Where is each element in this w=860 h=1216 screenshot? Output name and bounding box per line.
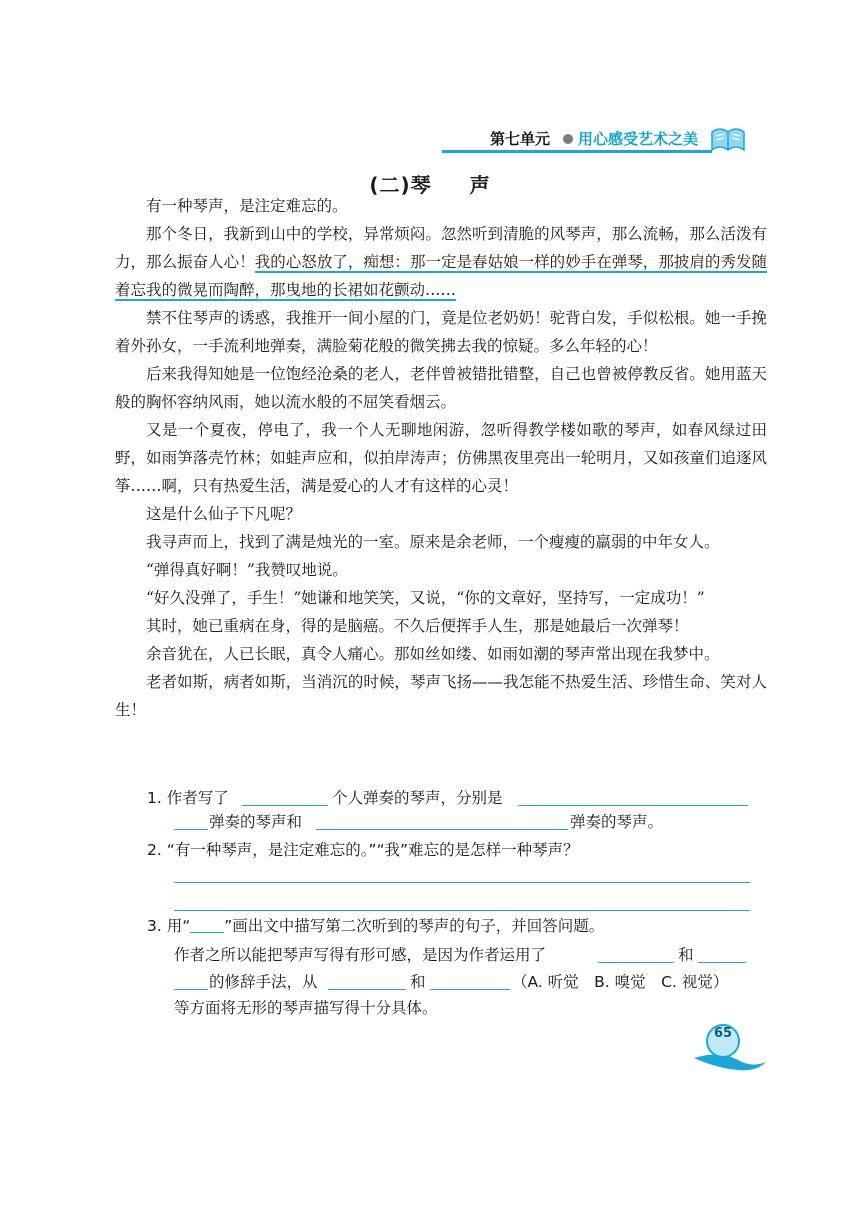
q3-blank-device-2-a[interactable]	[698, 962, 746, 963]
q1-text-d: 弹奏的琴声。	[570, 813, 664, 831]
q1-blank-count[interactable]	[242, 805, 328, 806]
q3-text-e: 的修辞手法，从	[209, 973, 318, 991]
q3-options: （A. 听觉 B. 嗅觉 C. 视觉）	[512, 973, 729, 991]
paragraph-7: 我寻声而上，找到了满是烛光的一室。原来是余老师，一个瘦瘦的羸弱的中年女人。	[146, 533, 720, 551]
unit-theme: 用心感受艺术之美	[578, 130, 699, 148]
paragraph-8: “弹得真好啊！”我赞叹地说。	[146, 561, 348, 579]
paragraph-10: 其时，她已重病在身，得的是脑癌。不久后便挥手人生，那是她最后一次弹琴！	[146, 617, 689, 635]
paragraph-1: 有一种琴声，是注定难忘的。	[146, 197, 348, 215]
q2-text: 2. “有一种琴声，是注定难忘的。”“我”难忘的是怎样一种琴声？	[147, 841, 579, 859]
book-icon	[708, 124, 748, 154]
q1-blank-player-1-b[interactable]	[174, 829, 208, 830]
unit-label: 第七单元	[490, 130, 551, 148]
q3-blank-device-2-b[interactable]	[174, 989, 208, 990]
unit-header	[432, 124, 752, 152]
paragraph-2	[115, 220, 767, 304]
paragraph-6: 这是什么仙子下凡呢？	[146, 505, 302, 523]
header-rule	[442, 150, 712, 153]
q2-answer-line-2[interactable]	[174, 910, 750, 911]
q3-instruction: ”画出文中描写第二次听到的琴声的句子，并回答问题。	[224, 917, 605, 935]
paragraph-4: 后来我得知她是一位饱经沧桑的老人，老伴曾被错批错整，自己也曾被停教反省。她用蓝天般的胸怀容纳风雨，她以流水般的不屈笑看烟云。	[115, 365, 767, 411]
title-part-1: (二)琴	[369, 173, 432, 197]
q1-text-a: 1. 作者写了	[147, 789, 229, 807]
paragraph-3: 禁不住琴声的诱惑，我推开一间小屋的门，竟是位老奶奶！驼背白发，手似松根。她一手挽着外孙女，一手流利地弹奏，满脸菊花般的微笑拂去我的惊疑。多么年轻的心！	[115, 309, 767, 355]
paragraph-2-text: 那个冬日，我新到山中的学校，异常烦闷。忽然听到清脆的风琴声，那么流畅，那么活泼有力，那么振奋人心！	[115, 225, 767, 271]
q3-text-h: 等方面将无形的琴声描写得十分具体。	[174, 999, 438, 1017]
q3-blank-sense-1[interactable]	[328, 989, 406, 990]
q3-text-d: 和	[678, 946, 694, 964]
page-number: 65	[713, 1026, 733, 1041]
q1-blank-player-2[interactable]	[316, 829, 568, 830]
paragraph-12: 老者如斯，病者如斯，当消沉的时候，琴声飞扬——我怎能不热爱生活、珍惜生命、笑对人生！	[115, 673, 767, 719]
q3-text-c: 作者之所以能把琴声写得有形可感，是因为作者运用了	[174, 946, 547, 964]
q3-prefix: 3. 用“	[147, 917, 191, 935]
q3-text-a	[147, 914, 604, 936]
paragraph-5: 又是一个夏夜，停电了，我一个人无聊地闲游，忽听得教学楼如歌的琴声，如春风绿过田野，如雨笋落壳竹林；如蛙声应和，似拍岸涛声；仿佛黑夜里亮出一轮明月，又如孩童们追逐风筝……啊，只有热爱生活，满是爱心的人才有这样的心灵！	[115, 421, 767, 495]
separator-dot-icon	[563, 134, 573, 144]
q1-blank-player-1-a[interactable]	[518, 805, 748, 806]
paragraph-11: 余音犹在，人已长眠，真令人痛心。那如丝如缕、如雨如潮的琴声常出现在我梦中。	[146, 645, 720, 663]
q1-text-b: 个人弹奏的琴声，分别是	[332, 789, 503, 807]
q2-answer-line-1[interactable]	[174, 882, 750, 883]
paragraph-9: “好久没弹了，手生！”她谦和地笑笑，又说，“你的文章好，坚持写，一定成功！”	[146, 589, 705, 607]
q3-text-f: 和	[410, 973, 426, 991]
q3-blank-device-1[interactable]	[598, 962, 674, 963]
underlined-sentence: 我的心怒放了，痴想：那一定是春姑娘一样的妙手在弹琴，那披肩的秀发随着忘我的微晃而陶醉，那曳地的长裙如花颤动……	[115, 253, 767, 299]
title-part-2: 声	[469, 173, 491, 197]
article-body	[115, 192, 767, 724]
q1-text-c: 弹奏的琴声和	[209, 813, 303, 831]
q3-underline-sample	[190, 932, 224, 933]
q3-blank-sense-2[interactable]	[430, 989, 510, 990]
